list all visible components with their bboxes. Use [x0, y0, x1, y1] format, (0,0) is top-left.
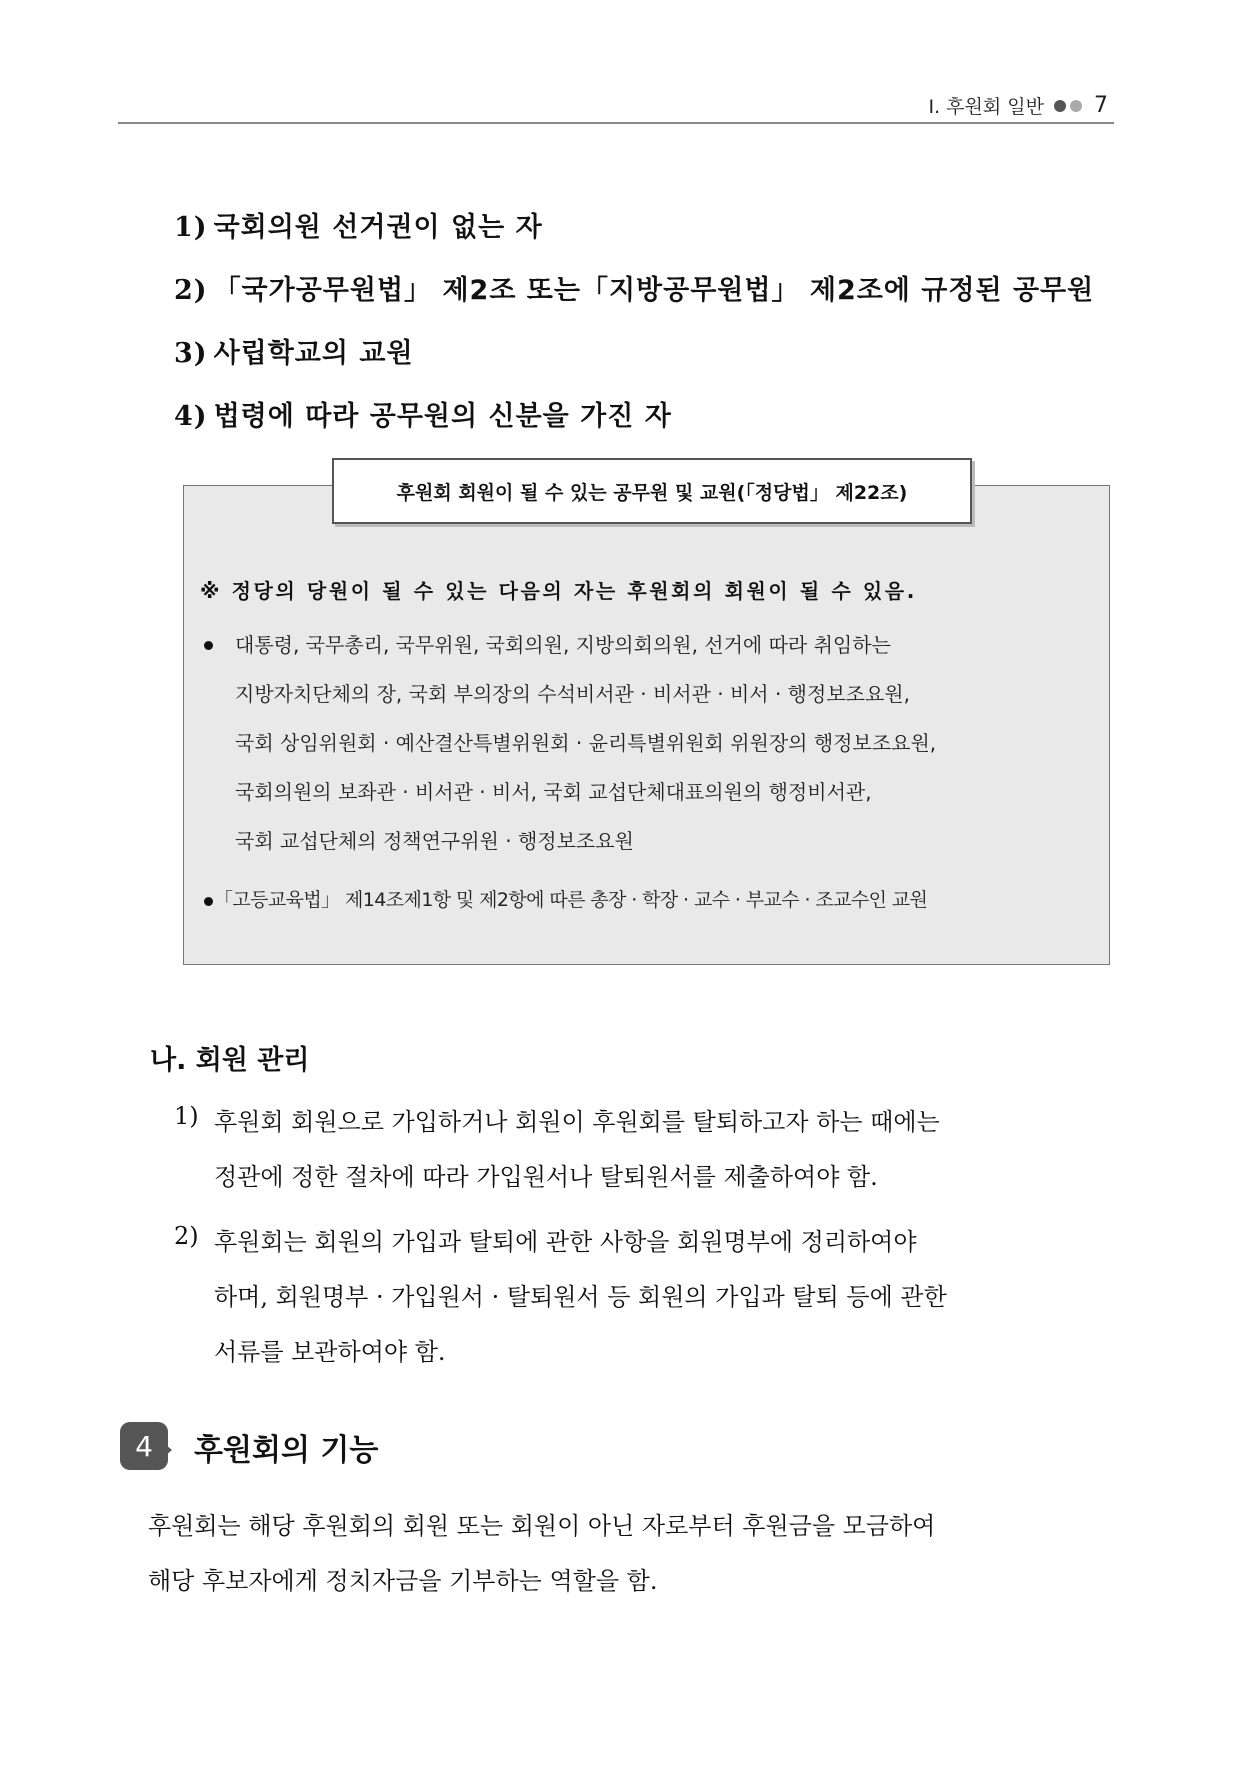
header-dot-light-icon	[1070, 100, 1082, 112]
badge-pointer-icon	[160, 1440, 172, 1460]
bullet-line: 국회의원의 보좌관 · 비서관 · 비서, 국회 교섭단체대표의원의 행정비서관,	[235, 780, 872, 804]
list-item	[174, 268, 1094, 307]
bullet-line: 국회 교섭단체의 정책연구위원 · 행정보조요원	[235, 829, 634, 853]
info-box-title: 후원회 회원이 될 수 있는 공무원 및 교원(「정당법」 제22조)	[332, 458, 972, 524]
bullet-line: 지방자치단체의 장, 국회 부의장의 수석비서관 · 비서관 · 비서 · 행정보조요원,	[235, 682, 910, 706]
list-item-number: 3)	[174, 338, 208, 369]
section-title: 후원회의 기능	[194, 1433, 379, 1468]
list-item	[174, 205, 543, 244]
body-line: 서류를 보관하여야 함.	[214, 1338, 446, 1366]
body-line: 정관에 정한 절차에 따라 가입원서나 탈퇴원서를 제출하여야 함.	[214, 1163, 878, 1191]
page-header	[118, 92, 1114, 124]
list-item-text: 사립학교의 교원	[213, 338, 414, 369]
list-item-text: 국회의원 선거권이 없는 자	[213, 212, 543, 243]
item-number: 2)	[174, 1222, 199, 1250]
header-dot-dark-icon	[1054, 100, 1066, 112]
bullet-line: 국회 상임위원회 · 예산결산특별위원회 · 윤리특별위원회 위원장의 행정보조요원,	[235, 731, 937, 755]
item-number: 1)	[174, 1102, 199, 1130]
body-line: 해당 후보자에게 정치자금을 기부하는 역할을 함.	[148, 1567, 658, 1595]
list-item-number: 2)	[174, 275, 208, 306]
bullet-line: 대통령, 국무총리, 국무위원, 국회의원, 지방의회의원, 선거에 따라 취임하는	[235, 633, 891, 657]
list-item	[174, 394, 672, 433]
info-box-note: ※ 정당의 당원이 될 수 있는 다음의 자는 후원회의 회원이 될 수 있음.	[200, 579, 917, 603]
header-section-label: Ⅰ. 후원회 일반	[928, 96, 1044, 118]
section-heading: 나. 회원 관리	[150, 1045, 310, 1076]
bullet-dot-icon	[204, 641, 213, 650]
section-number-badge: 4	[120, 1422, 168, 1470]
bullet-line: 「고등교육법」 제14조제1항 및 제2항에 따른 총장 · 학장 · 교수 · 부교수 · 조교수인 교원	[214, 889, 928, 911]
body-line: 하며, 회원명부 · 가입원서 · 탈퇴원서 등 회원의 가입과 탈퇴 등에 관한	[214, 1283, 947, 1311]
page-number: 7	[1094, 93, 1108, 118]
bullet-dot-icon	[204, 897, 213, 906]
body-line: 후원회 회원으로 가입하거나 회원이 후원회를 탈퇴하고자 하는 때에는	[214, 1108, 940, 1136]
header-right	[929, 92, 1109, 119]
list-item-text: 「국가공무원법」 제2조 또는「지방공무원법」 제2조에 규정된 공무원	[213, 275, 1095, 306]
body-line: 후원회는 해당 후원회의 회원 또는 회원이 아닌 자로부터 후원금을 모금하여	[148, 1512, 936, 1540]
list-item-number: 1)	[174, 212, 208, 243]
body-line: 후원회는 회원의 가입과 탈퇴에 관한 사항을 회원명부에 정리하여야	[214, 1228, 917, 1256]
list-item-number: 4)	[174, 401, 208, 432]
list-item	[174, 331, 414, 370]
list-item-text: 법령에 따라 공무원의 신분을 가진 자	[213, 401, 672, 432]
